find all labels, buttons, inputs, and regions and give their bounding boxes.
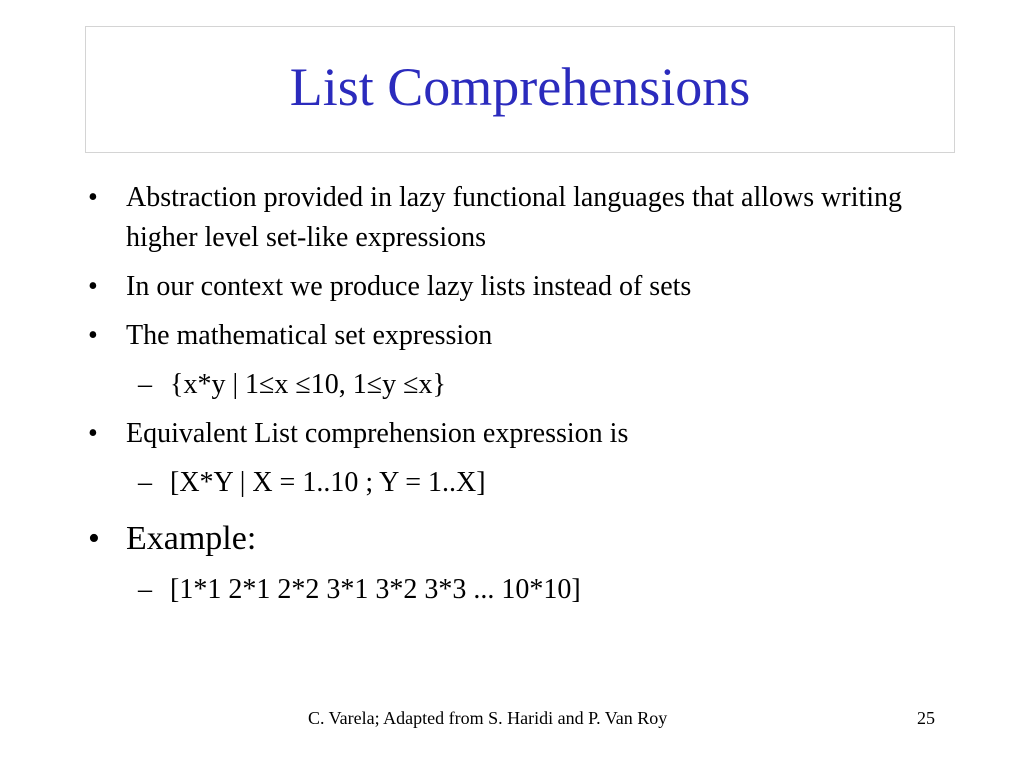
bullet-context	[88, 267, 948, 307]
slide-body	[88, 178, 948, 619]
bullet-marker: •	[88, 520, 100, 557]
footer-credit: C. Varela; Adapted from S. Haridi and P. Van Roy	[308, 708, 668, 728]
bullet-abstraction	[88, 178, 948, 258]
slide-title: List Comprehensions	[289, 56, 751, 117]
bullet-text: Example:	[126, 520, 257, 557]
sub-bullet-marker: –	[138, 369, 152, 400]
title-box	[85, 26, 955, 153]
bullet-set-expression	[88, 316, 948, 356]
bullet-marker: •	[88, 320, 98, 351]
comprehension-expression: [X*Y | X = 1..10 ; Y = 1..X]	[170, 467, 486, 498]
bullet-example	[88, 517, 948, 561]
sub-bullet-example-result	[88, 570, 948, 610]
bullet-equivalent	[88, 414, 948, 454]
bullet-marker: •	[88, 418, 98, 449]
math-set-expression: {x*y | 1≤x ≤10, 1≤y ≤x}	[170, 369, 446, 400]
sub-bullet-marker: –	[138, 467, 152, 498]
sub-bullet-math-set	[88, 365, 948, 405]
bullet-text: The mathematical set expression	[126, 320, 493, 351]
bullet-marker: •	[88, 182, 98, 213]
sub-bullet-comprehension	[88, 463, 948, 503]
example-result: [1*1 2*1 2*2 3*1 3*2 3*3 ... 10*10]	[170, 574, 581, 605]
bullet-text: Abstraction provided in lazy functional languages that allows writing higher level set-like expressions	[126, 182, 903, 253]
sub-bullet-marker: –	[138, 574, 152, 605]
bullet-text: Equivalent List comprehension expression is	[126, 418, 629, 449]
bullet-marker: •	[88, 271, 98, 302]
page-number: 25	[917, 708, 935, 728]
bullet-text: In our context we produce lazy lists instead of sets	[126, 271, 692, 302]
